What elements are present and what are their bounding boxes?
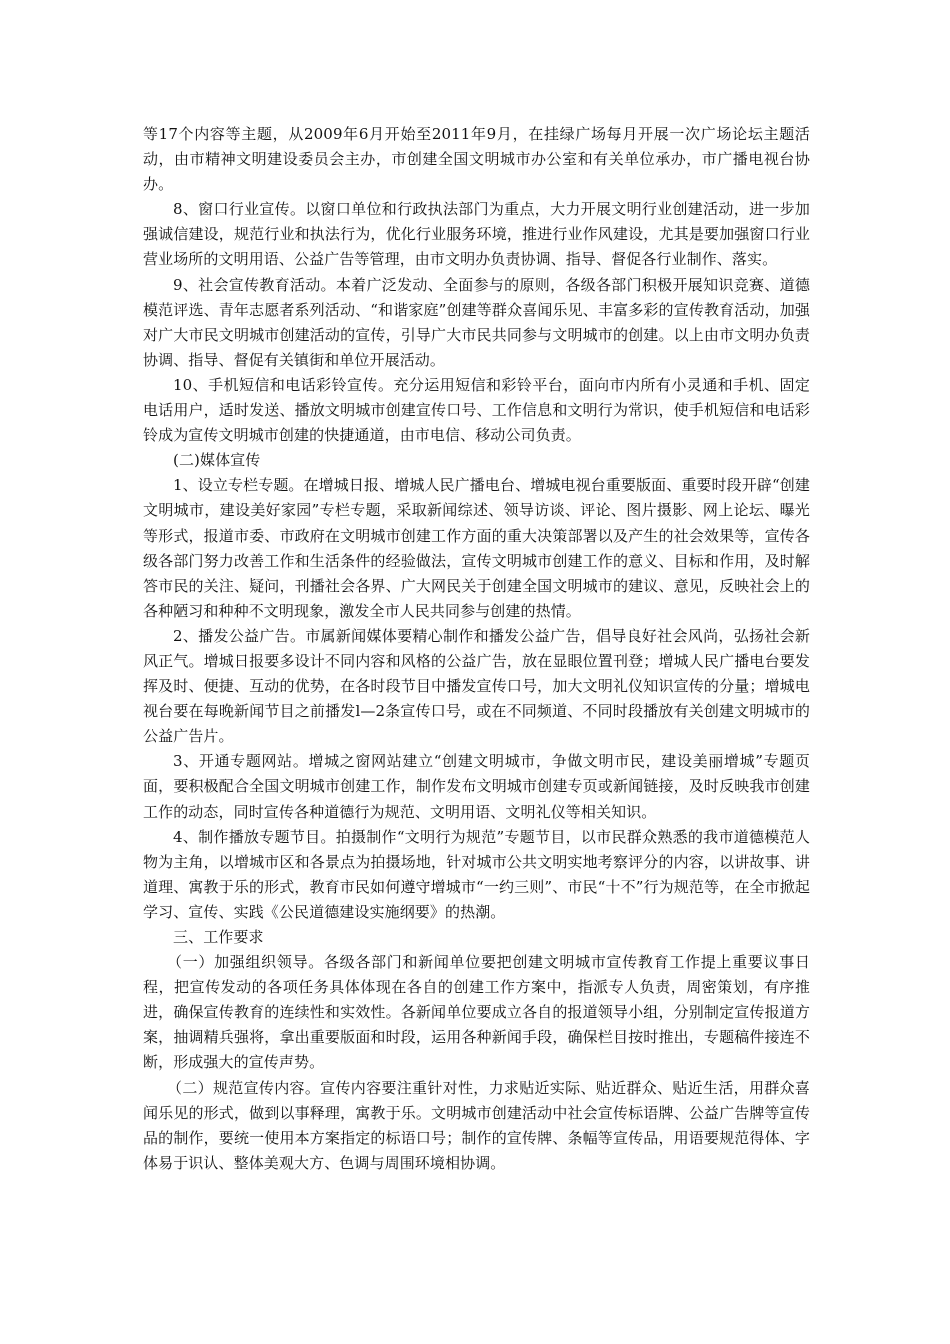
paragraph-content-standards: （二）规范宣传内容。宣传内容要注重针对性，力求贴近实际、贴近群众、贴近生活，用群众喜闻乐见的形式，做到以事释理，寓教于乐。文明城市创建活动中社会宣传标语牌、公益广告牌等宣传品的制作，要统一使用本方案指定的标语口号；制作的宣传牌、条幅等宣传品，用语要规范得体、字体易于识认、整体美观大方、色调与周围环境相协调。 [143,1078,810,1172]
paragraph-social-education: 9、社会宣传教育活动。本着广泛发动、全面参与的原则，各级各部门积极开展知识竞赛、道德模范评选、青年志愿者系列活动、“和谐家庭”创建等群众喜闻乐见、丰富多彩的宣传教育活动，加强对广大市民文明城市创建活动的宣传，引导广大市民共同参与文明城市的创建。以上由市文明办负责协调、指导、督促有关镇街和单位开展活动。 [143,275,810,369]
paragraph-organization: （一）加强组织领导。各级各部门和新闻单位要把创建文明城市宣传教育工作提上重要议事日程，把宣传发动的各项任务具体体现在各自的创建工作方案中，指派专人负责，周密策划，有序推进，确保宣传教育的连续性和实效性。各新闻单位要成立各自的报道领导小组，分别制定宣传报道方案，抽调精兵强将，拿出重要版面和时段，运用各种新闻手段，确保栏目按时推出，专题稿件接连不断，形成强大的宣传声势。 [143,953,810,1072]
paragraph-website: 3、开通专题网站。增城之窗网站建立“创建文明城市，争做文明市民，建设美丽增城”专题页面，要积极配合全国文明城市创建工作，制作发布文明城市创建专页或新闻链接，及时反映我市创建工作的动态，同时宣传各种道德行为规范、文明用语、文明礼仪等相关知识。 [143,752,810,821]
paragraph-forum-themes: 等17个内容等主题，从2009年6月开始至2011年9月，在挂绿广场每月开展一次广场论坛主题活动，由市精神文明建设委员会主办，市创建全国文明城市办公室和有关单位承办，市广播电视台协办。 [143,125,810,194]
document-page [143,122,810,1176]
paragraph-tv-program: 4、制作播放专题节目。拍摄制作“文明行为规范”专题节目，以市民群众熟悉的我市道德模范人物为主角，以增城市区和各景点为拍摄场地，针对城市公共文明实地考察评分的内容，以讲故事、讲道理、寓教于乐的形式，教育市民如何遵守增城市“一约三则”、市民“十不”行为规范等，在全市掀起学习、宣传、实践《公民道德建设实施纲要》的热潮。 [143,827,810,921]
paragraph-window-industry: 8、窗口行业宣传。以窗口单位和行政执法部门为重点，大力开展文明行业创建活动，进一步加强诚信建设，规范行业和执法行为，优化行业服务环境，推进行业作风建设，尤其是要加强窗口行业营业场所的文明用语、公益广告等管理，由市文明办负责协调、指导、督促各行业制作、落实。 [143,200,810,269]
paragraph-special-column: 1、设立专栏专题。在增城日报、增城人民广播电台、增城电视台重要版面、重要时段开辟“创建文明城市，建设美好家园”专栏专题，采取新闻综述、领导访谈、评论、图片摄影、网上论坛、曝光等形式，报道市委、市政府在文明城市创建工作方面的重大决策部署以及产生的社会效果等，宣传各级各部门努力改善工作和生活条件的经验做法，宣传文明城市创建工作的意义、目标和作用，及时解答市民的关注、疑问，刊播社会各界、广大网民关于创建全国文明城市的建议、意见，反映社会上的各种陋习和种种不文明现象，激发全市人民共同参与创建的热情。 [143,476,810,620]
section-heading-media: (二)媒体宣传 [173,451,261,470]
paragraph-public-ads: 2、播发公益广告。市属新闻媒体要精心制作和播发公益广告，倡导良好社会风尚，弘扬社会新风正气。增城日报要多设计不同内容和风格的公益广告，放在显眼位置刊登；增城人民广播电台要发挥及时、便捷、互动的优势，在各时段节目中播发宣传口号，加大文明礼仪知识宣传的分量；增城电视台要在每晚新闻节目之前播发l—2条宣传口号，或在不同频道、不同时段播放有关创建文明城市的公益广告片。 [143,626,810,746]
section-heading-requirements: 三、工作要求 [173,928,264,946]
paragraph-sms-ringtone: 10、手机短信和电话彩铃宣传。充分运用短信和彩铃平台，面向市内所有小灵通和手机、固定电话用户，适时发送、播放文明城市创建宣传口号、工作信息和文明行为常识，使手机短信和电话彩铃成为宣传文明城市创建的快捷通道，由市电信、移动公司负责。 [143,375,810,445]
